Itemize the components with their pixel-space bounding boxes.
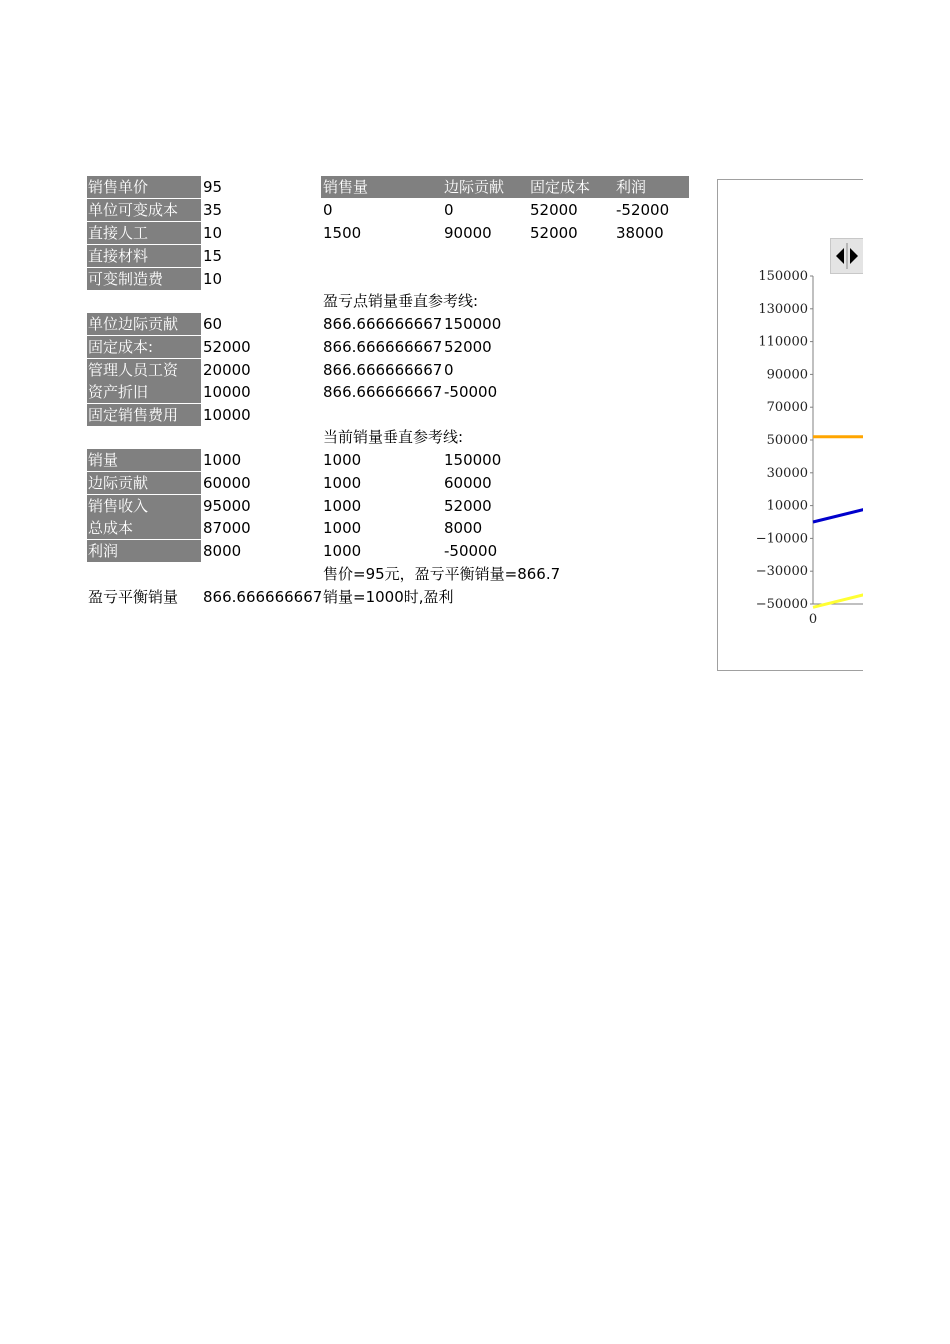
- param-label-10: 销量: [87, 449, 201, 471]
- bep-ref-x: 866.666666667: [323, 315, 443, 333]
- table-cell: 1500: [323, 224, 362, 242]
- price-note: 售价=95元，盈亏平衡销量=866.7: [323, 565, 561, 583]
- param-label-12: 销售收入: [87, 495, 201, 517]
- param-value-11: 60000: [203, 474, 251, 492]
- bep-reference-title: 盈亏点销量垂直参考线:: [323, 292, 479, 310]
- param-label-7: 管理人员工资: [87, 359, 201, 381]
- table-header-contribution: 边际贡献: [444, 178, 505, 196]
- param-label-6: 固定成本:: [87, 336, 201, 358]
- param-label-9: 固定销售费用: [87, 404, 201, 426]
- cur-ref-y: 150000: [444, 451, 502, 469]
- y-tick-label: 110000: [758, 334, 808, 350]
- param-value-5: 60: [203, 315, 223, 333]
- qty-note: 销量=1000时,盈利: [323, 588, 454, 606]
- param-value-7: 20000: [203, 361, 251, 379]
- param-value-10: 1000: [203, 451, 242, 469]
- series-line-2: [813, 460, 863, 608]
- param-label-13: 总成本: [87, 517, 201, 539]
- param-value-6: 52000: [203, 338, 251, 356]
- cur-ref-y: 52000: [444, 497, 492, 515]
- bep-ref-y: 52000: [444, 338, 492, 356]
- bep-ref-y: -50000: [444, 383, 498, 401]
- y-tick-label: 50000: [766, 433, 808, 448]
- bep-ref-x: 866.666666667: [323, 338, 443, 356]
- param-value-12: 95000: [203, 497, 251, 515]
- spinner-arrows-icon: [831, 239, 863, 273]
- cur-ref-x: 1000: [323, 451, 362, 469]
- series-line-1: [813, 374, 863, 522]
- param-value-9: 10000: [203, 406, 251, 424]
- param-label-4: 可变制造费: [87, 268, 201, 290]
- param-value-0: 95: [203, 178, 223, 196]
- table-cell: 52000: [530, 201, 578, 219]
- y-tick-label: 130000: [758, 301, 808, 317]
- param-label-0: 销售单价: [87, 176, 201, 198]
- cur-ref-x: 1000: [323, 519, 362, 537]
- table-cell: 52000: [530, 224, 578, 242]
- cur-ref-x: 1000: [323, 497, 362, 515]
- table-cell: 90000: [444, 224, 492, 242]
- bep-ref-y: 150000: [444, 315, 502, 333]
- spinner-left-arrow-icon[interactable]: [836, 248, 844, 264]
- table-cell: 0: [444, 201, 454, 219]
- y-tick-label: 70000: [766, 400, 808, 416]
- param-value-2: 10: [203, 224, 223, 242]
- param-label-8: 资产折旧: [87, 381, 201, 403]
- cur-ref-y: 8000: [444, 519, 483, 537]
- table-cell: -52000: [616, 201, 670, 219]
- param-label-2: 直接人工: [87, 222, 201, 244]
- y-tick-label: 10000: [766, 498, 808, 514]
- y-tick-label: 90000: [766, 367, 808, 383]
- param-label-14: 利润: [87, 540, 201, 562]
- param-label-1: 单位可变成本: [87, 199, 201, 221]
- cur-ref-x: 1000: [323, 474, 362, 492]
- current-reference-title: 当前销量垂直参考线:: [323, 428, 464, 446]
- bep-ref-x: 866.666666667: [323, 361, 443, 379]
- y-tick-label: −10000: [755, 531, 808, 547]
- y-tick-label: 150000: [758, 269, 808, 284]
- param-value-3: 15: [203, 247, 223, 265]
- param-value-1: 35: [203, 201, 223, 219]
- bep-ref-x: 866.666666667: [323, 383, 443, 401]
- y-tick-label: 30000: [766, 465, 808, 481]
- bep-value: 866.666666667: [203, 588, 323, 606]
- cur-ref-x: 1000: [323, 542, 362, 560]
- table-header-profit: 利润: [616, 178, 647, 196]
- param-value-4: 10: [203, 270, 223, 288]
- param-value-13: 87000: [203, 519, 251, 537]
- scroll-spinner[interactable]: [830, 238, 863, 274]
- table-header-qty: 销售量: [323, 178, 369, 196]
- y-tick-label: −30000: [755, 564, 808, 580]
- param-label-11: 边际贡献: [87, 472, 201, 494]
- bep-label: 盈亏平衡销量: [88, 588, 179, 606]
- spinner-right-arrow-icon[interactable]: [850, 248, 858, 264]
- param-label-3: 直接材料: [87, 245, 201, 267]
- x-tick-label: 0: [808, 612, 818, 627]
- cur-ref-y: -50000: [444, 542, 498, 560]
- table-cell: 0: [323, 201, 333, 219]
- table-header-fixed: 固定成本: [530, 178, 591, 196]
- cur-ref-y: 60000: [444, 474, 492, 492]
- table-cell: 38000: [616, 224, 664, 242]
- chart-axes: [813, 276, 863, 604]
- param-value-14: 8000: [203, 542, 242, 560]
- bep-ref-y: 0: [444, 361, 454, 379]
- y-tick-label: −50000: [755, 597, 808, 612]
- param-label-5: 单位边际贡献: [87, 313, 201, 335]
- param-value-8: 10000: [203, 383, 251, 401]
